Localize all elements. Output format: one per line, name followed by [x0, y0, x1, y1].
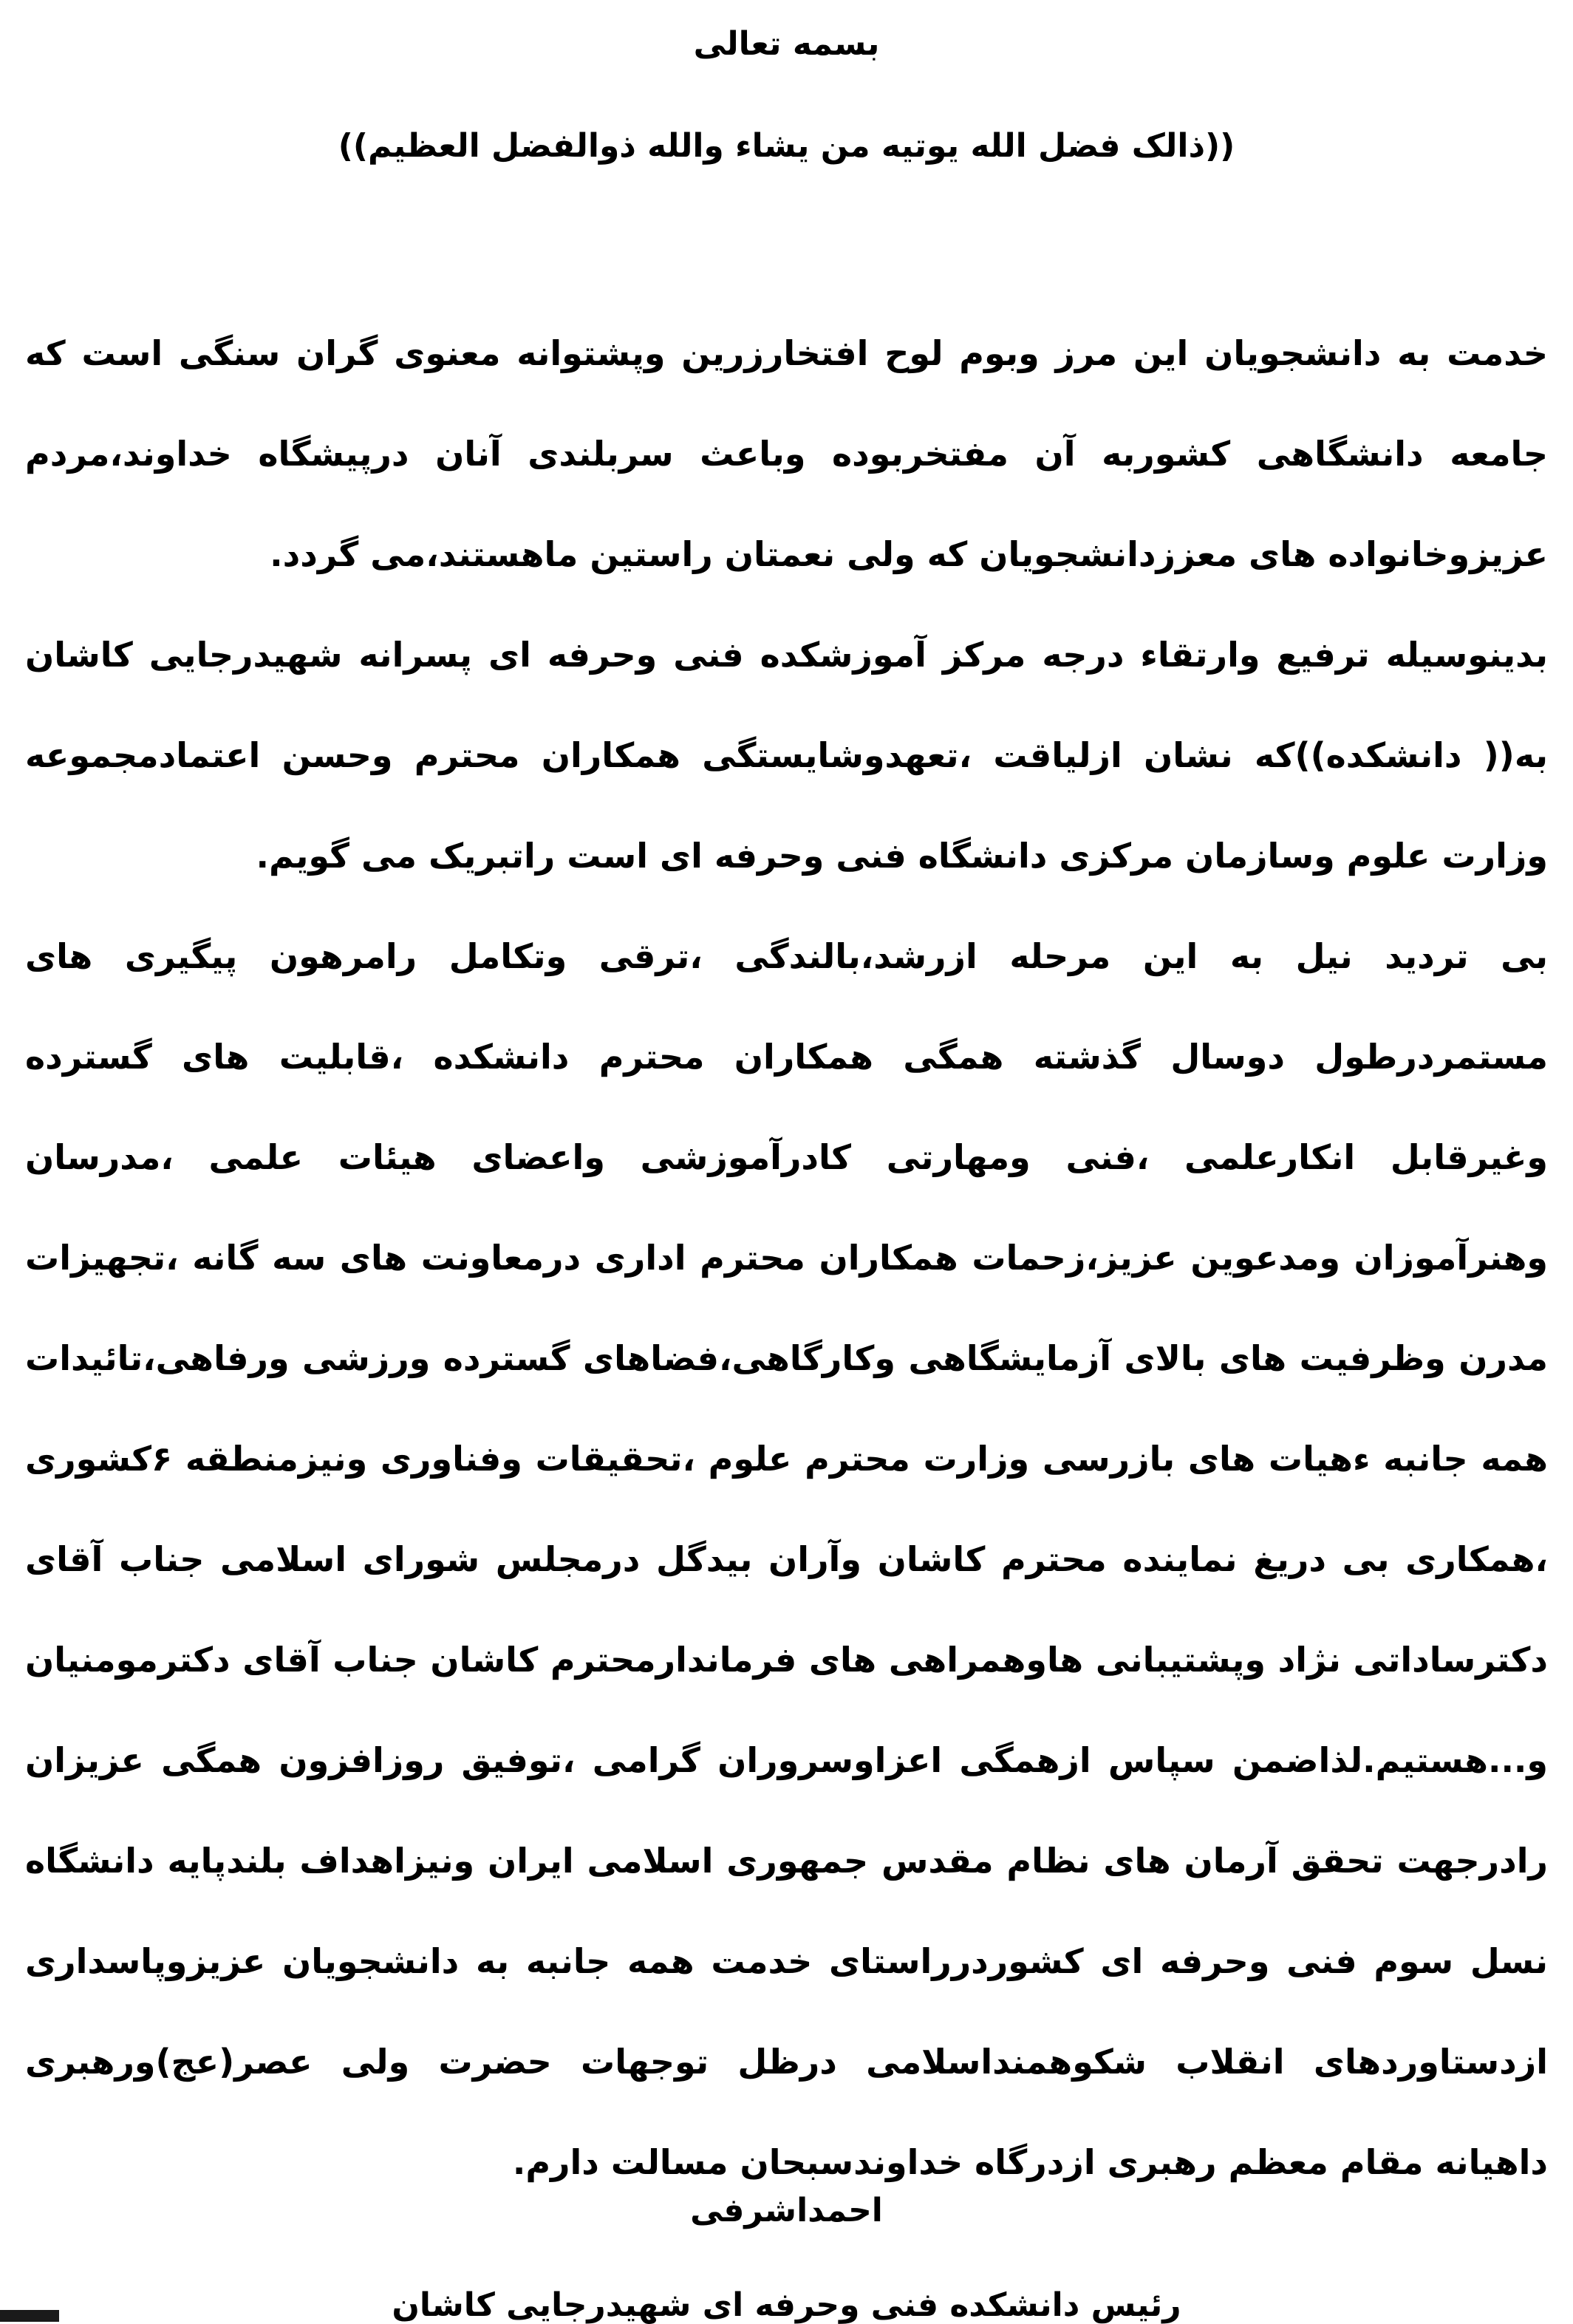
- paragraph-service: خدمت به دانشجویان این مرز وبوم لوح افتخارزرین وپشتوانه معنوی گران سنگی است که جامعه دانشگاهی کشوربه آن مفتخربوده وباعث سربلندی آنان درپیشگاه خداوند،مردم عزیزوخانواده های معززدانشجویان که ولی نعمتان راستین ماهستند،می گردد.: [25, 333, 1548, 574]
- paragraph-congratulation: بدینوسیله ترفیع وارتقاء درجه مرکز آموزشکده فنی وحرفه ای پسرانه شهیدرجایی کاشان به(( دانشکده))که نشان ازلیاقت ،تعهدوشایستگی همکاران محترم وحسن اعتمادمجموعه وزارت علوم وسازمان مرکزی دانشگاه فنی وحرفه ای است راتبریک می گویم.: [25, 635, 1548, 876]
- signature-name: احمداشرفی: [690, 2192, 883, 2229]
- basmala-heading: بسمه تعالی: [693, 25, 880, 63]
- signature-title: رئیس دانشکده فنی وحرفه ای شهیدرجایی کاشان: [392, 2286, 1181, 2324]
- quranic-verse-heading: ((ذالک فضل الله یوتیه من یشاء والله ذوالفضل العظیم)): [338, 127, 1235, 165]
- letter-body: [25, 303, 1548, 2212]
- paragraph-acknowledgement: بی تردید نیل به این مرحله ازرشد،بالندگی ،ترقی وتکامل رامرهون پیگیری های مستمردرطول دوسال گذشته همگی همکاران محترم دانشکده ،قابلیت های گسترده وغیرقابل انکارعلمی ،فنی ومهارتی کادرآموزشی واعضای هیئات علمی ،مدرسان وهنرآموزان ومدعوین عزیز،زحمات همکاران محترم اداری درمعاونت های سه گانه ،تجهیزات مدرن وظرفیت های بالای آزمایشگاهی وکارگاهی،فضاهای گسترده ورزشی ورفاهی،تائیدات همه جانبه ءهیات های بازرسی وزارت محترم علوم ،تحقیقات وفناوری ونیزمنطقه ۶کشوری ،همکاری بی دریغ نماینده محترم کاشان وآران بیدگل درمجلس شورای اسلامی جناب آقای دکترساداتی نژاد وپشتیبانی هاوهمراهی های فرماندارمحترم کاشان جناب آقای دکترمومنیان و...هستیم.لذاضمن سپاس ازهمگی اعزاوسروران گرامی ،توفیق روزافزون همگی عزیزان رادرجهت تحقق آرمان های نظام مقدس جمهوری اسلامی ایران ونیزاهداف بلندپایه دانشگاه نسل سوم فنی وحرفه ای کشوردرراستای خدمت همه جانبه به دانشجویان عزیزوپاسداری ازدستاوردهای انقلاب شکوهمنداسلامی درظل توجهات حضرت ولی عصر(عج)ورهبری داهیانه مقام معظم رهبری ازدرگاه خداوندسبحان مسالت دارم.: [25, 936, 1548, 2182]
- corner-watermark-logo: [0, 2310, 59, 2322]
